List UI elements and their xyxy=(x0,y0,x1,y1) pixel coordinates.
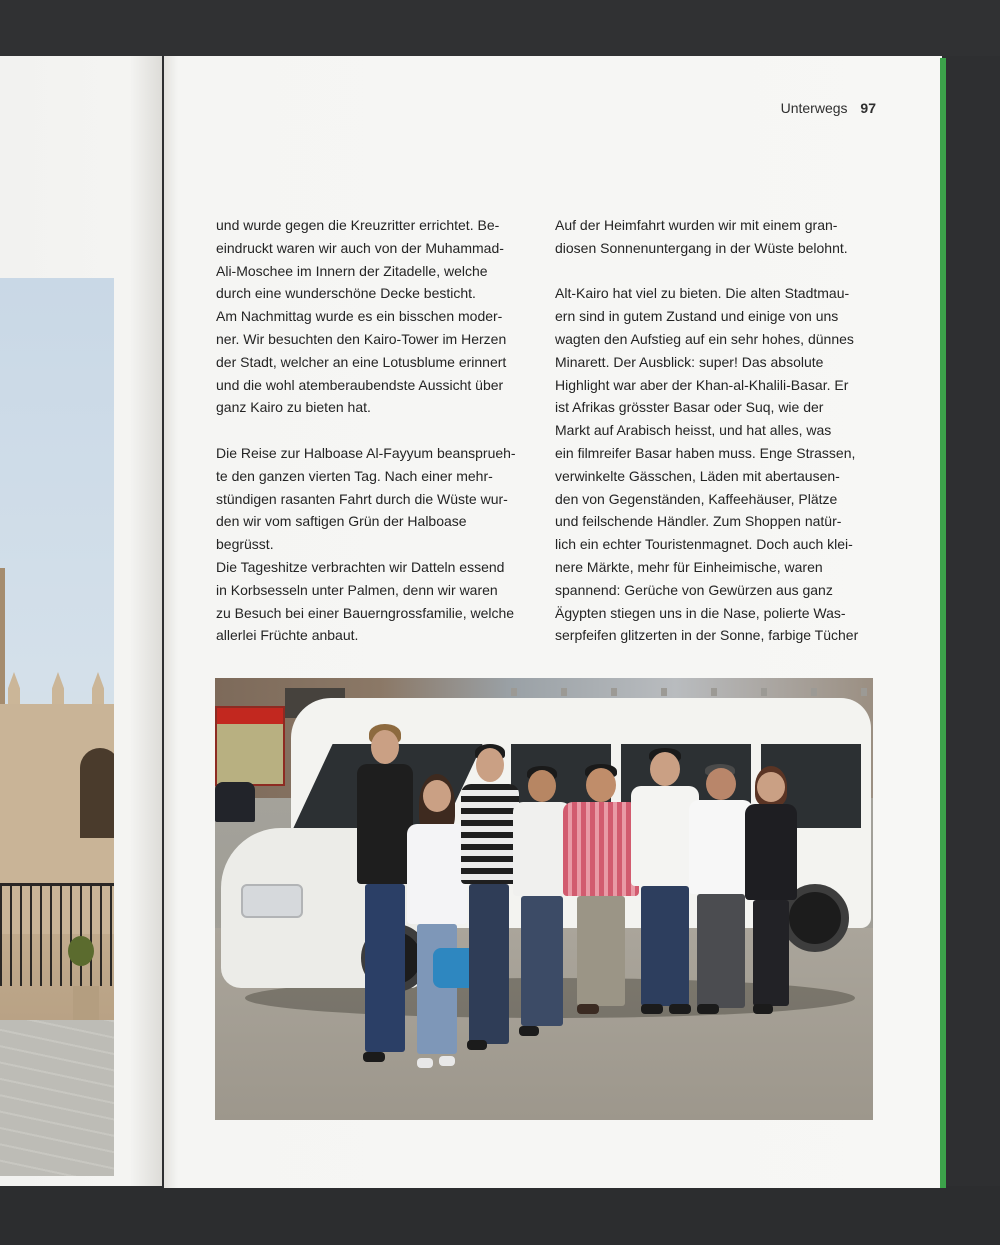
scanner-background-top xyxy=(0,0,1000,56)
text-line: lich ein echter Touristenmagnet. Doch auch klei- xyxy=(555,536,853,553)
text-line: Ali-Moschee im Innern der Zitadelle, welche xyxy=(216,262,488,279)
group-photo-minibus xyxy=(215,678,873,1120)
text-line: Auf der Heimfahrt wurden wir mit einem gran- xyxy=(555,217,838,233)
text-line: nere Märkte, mehr für Einheimische, waren xyxy=(555,558,823,575)
text-line: eindruckt waren wir auch von der Muhammad- xyxy=(216,239,504,256)
text-line: allerlei Früchte anbaut. xyxy=(216,627,359,644)
text-line: stündigen rasanten Fahrt durch die Wüste wur- xyxy=(216,490,508,507)
running-head xyxy=(781,100,876,116)
paragraph-gap xyxy=(216,419,538,442)
text-line: zu Besuch bei einer Bauerngrossfamilie, welche xyxy=(216,604,515,621)
text-line: durch eine wunderschöne Decke besticht. xyxy=(216,285,476,302)
left-page-photo-mosque xyxy=(0,278,114,1176)
plant-pot xyxy=(73,986,99,1020)
page-edge-accent xyxy=(940,58,946,1188)
iron-fence xyxy=(0,883,114,986)
text-line: in Korbsesseln unter Palmen, denn wir waren xyxy=(216,581,498,598)
text-line: Markt auf Arabisch heisst, und hat alles, was xyxy=(555,422,832,439)
text-line: und die wohl atemberaubendste Aussicht über xyxy=(216,376,504,393)
text-line: der Stadt, welcher an eine Lotusblume erinnert xyxy=(216,353,507,370)
roof-rack xyxy=(511,688,871,696)
text-line: und wurde gegen die Kreuzritter errichtet. Be- xyxy=(216,217,500,233)
crenellation xyxy=(48,672,68,708)
minaret xyxy=(0,568,5,708)
page-number: 97 xyxy=(860,100,876,116)
text-column-left xyxy=(216,214,538,647)
crenellation xyxy=(4,672,24,708)
arched-window xyxy=(80,748,114,838)
text-line: begrüsst. xyxy=(216,536,274,553)
text-line: Alt-Kairo hat viel zu bieten. Die alten Stadtmau- xyxy=(555,285,850,302)
text-line: Highlight war aber der Khan-al-Khalili-Basar. Er xyxy=(555,376,849,393)
text-line: verwinkelte Gässchen, Läden mit abertausen- xyxy=(555,467,840,484)
text-line: Am Nachmittag wurde es ein bisschen moder- xyxy=(216,308,503,325)
van-headlight xyxy=(241,884,303,918)
text-line: den wir vom saftigen Grün der Halboase xyxy=(216,513,467,530)
text-line: ein filmreifer Basar haben muss. Enge Strassen, xyxy=(555,444,856,461)
potted-plant xyxy=(68,936,94,966)
text-line: ist Afrikas grösster Basar oder Suq, wie der xyxy=(555,399,824,416)
person xyxy=(745,766,797,1016)
text-line: ganz Kairo zu bieten hat. xyxy=(216,399,371,416)
crenellation xyxy=(88,672,108,708)
text-line: Minarett. Der Ausblick: super! Das absolute xyxy=(555,353,824,370)
left-page xyxy=(0,56,162,1186)
person xyxy=(563,764,639,1014)
text-line: und feilschende Händler. Zum Shoppen natür- xyxy=(555,513,842,530)
text-line: ner. Wir besuchten den Kairo-Tower im Herzen xyxy=(216,330,507,347)
text-line: te den ganzen vierten Tag. Nach einer mehr- xyxy=(216,467,493,484)
text-line: diosen Sonnenuntergang in der Wüste belohnt. xyxy=(555,239,848,256)
person xyxy=(689,764,753,1016)
text-line: wagten den Aufstieg auf ein sehr hohes, dünnes xyxy=(555,330,854,347)
scanner-background-bottom xyxy=(0,1186,1000,1245)
person xyxy=(461,744,519,1054)
text-line: ern sind in gutem Zustand und einige von uns xyxy=(555,308,839,325)
text-line: spannend: Gerüche von Gewürzen aus ganz xyxy=(555,581,833,598)
pavement xyxy=(0,1020,114,1176)
text-line: Ägypten stiegen uns in die Nase, polierte Was- xyxy=(555,604,846,621)
text-line: Die Tageshitze verbrachten wir Datteln essend xyxy=(216,558,505,575)
paragraph-gap xyxy=(555,260,877,283)
right-page xyxy=(164,56,942,1188)
person xyxy=(403,774,469,1074)
text-column-right xyxy=(555,214,877,647)
text-line: serpfeifen glitzerten in der Sonne, farbige Tücher xyxy=(555,627,859,644)
text-line: Die Reise zur Halboase Al-Fayyum beansprueh- xyxy=(216,444,516,461)
text-line: den von Gegenständen, Kaffeehäuser, Plätze xyxy=(555,490,838,507)
running-head-section: Unterwegs xyxy=(780,100,848,116)
